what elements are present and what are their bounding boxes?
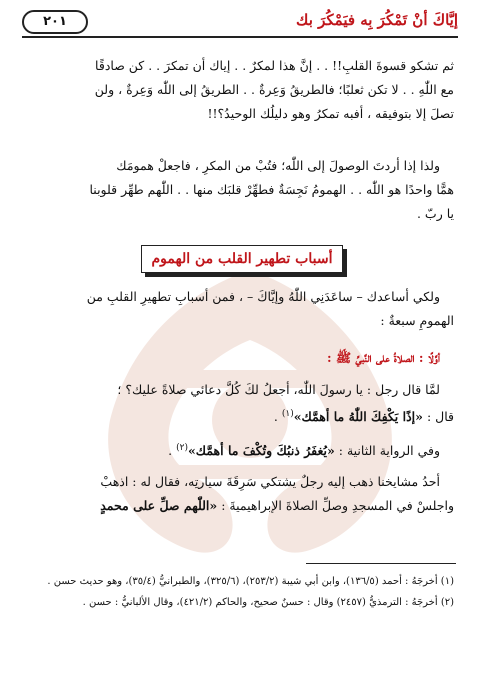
page-header [22, 10, 458, 38]
text-line: همًّا واحدًا هو اللّٰه . . الهمومُ نَجِسَةٌ فطهِّرْ قلبَك منها . . اللّٰهم طهِّر قلوبنا [89, 182, 454, 197]
page-number-badge: ٢٠١ [22, 10, 88, 34]
text-suffix: . [273, 409, 282, 425]
text-line: ولذا إذا أردتَ الوصولَ إلى اللّٰه؛ فتُبْ من المكرِ ، فاجعلْ همومَك [116, 158, 440, 173]
hadith-quote: «يُغفَرُ ذنبُكَ وتُكْفَ ما أهمَّك» [187, 443, 335, 459]
text-line: تصلَ إلا بتوفيقه ، أفبه تمكرُ وهو دليلُك الوحيدُ؟!! [207, 106, 454, 121]
text-line: يا ربّ . [416, 206, 454, 221]
footnote-item: (٢) أخرجَهُ : الترمذيُّ (٢٤٥٧) وقال : حسنٌ صحيح، والحاكم (٤٢١/٢)، وقال الألبانيُّ : حسن . [82, 597, 454, 608]
footnotes [30, 572, 454, 614]
footnote-ref: (٢) [176, 443, 188, 453]
footnote-divider [306, 563, 456, 564]
text-line [30, 494, 454, 518]
text-prefix: وفي الرواية الثانية : [334, 443, 440, 459]
text-line: ولكي أساعدك – ساعَدَنِي اللّٰهُ وإيَّاكَ – ، فمن أسبابِ تطهيرِ القلبِ من [86, 289, 440, 304]
subheading-block [30, 346, 454, 370]
text-line: أحدُ مشايخنا ذهب إليه رجلٌ يشتكي سَرِقَةَ سيارتِه، فقال له : اذهبْ [100, 474, 440, 489]
footnote-item: (١) أخرجَهُ : أحمد (١٣٦/٥)، وابن أبي شيبة (٢٥٣/٢)، (٣٢٥/٦)، والطبرانيُّ (٣٥/٤)، وهو حديث حسن . [47, 576, 454, 587]
paragraph-1 [30, 54, 454, 126]
paragraph-6 [30, 470, 454, 518]
section-title-box [141, 245, 343, 273]
section-title: أسباب تطهير القلب من الهموم [151, 251, 333, 267]
running-title: إيَّاكَ أنْ تَمْكُرَ بِه فيَمْكُرَ بك [296, 11, 458, 29]
footnote-ref: (١) [281, 409, 294, 419]
text-line: لمَّا قال رجل : يا رسولَ اللّٰه، أجعلُ لكَ كُلَّ دعائي صلاةً عليك؟ ؛ [117, 382, 440, 397]
text-prefix: واجلسْ في المسجدِ وصلِّ الصلاةَ الإبراهيميةَ : [217, 498, 454, 513]
hadith-quote: «إذًا يَكْفِكَ اللّٰهُ ما أهمَّك» [293, 409, 423, 425]
text-line: مع اللّٰهِ . . لا تكن ثعلبًا؛ فالطريقُ وَعِرةٌ . . الطريقُ إلى اللّٰه وَعِرةٌ ، ولن [94, 82, 454, 97]
paragraph-4 [30, 378, 454, 429]
text-line: ثم تشكو قسوةَ القلبِ!! . . إنَّ هذا لمكرٌ . . إياك أن تمكرَ . . كن صادقًا [95, 58, 454, 73]
paragraph-5 [30, 436, 454, 463]
paragraph-2 [30, 154, 454, 226]
text-line [30, 436, 454, 463]
text-line: الهمومِ سبعةٌ : [380, 313, 454, 328]
text-line [30, 402, 454, 429]
text-prefix: قال : [422, 409, 454, 425]
subheading-first: أوَّلًا : الصلاةُ على النَّبيِّ ﷺ : [326, 350, 440, 365]
paragraph-3 [30, 285, 454, 333]
text-suffix: . [168, 443, 177, 459]
hadith-quote: «اللّٰهم صلِّ على محمدٍ [100, 498, 218, 513]
